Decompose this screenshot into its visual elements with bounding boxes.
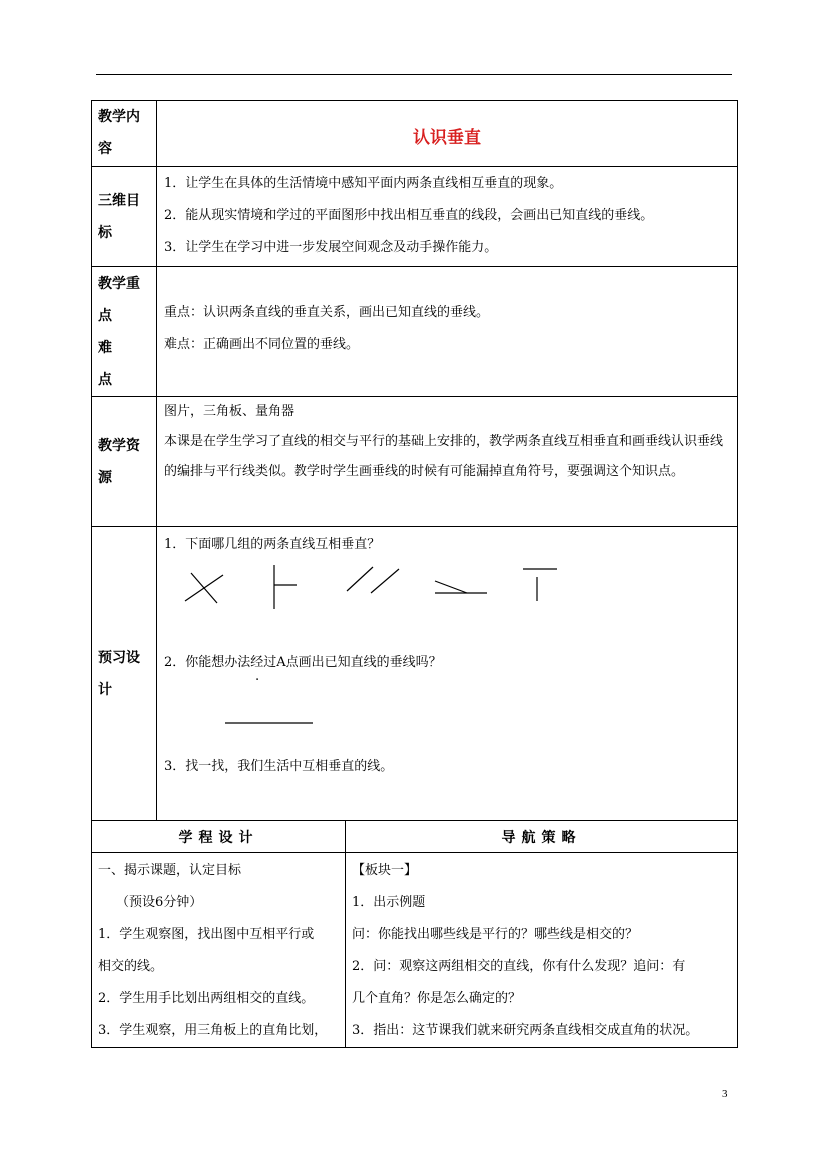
goal-item: 3．让学生在学习中进一步发展空间观念及动手操作能力。 bbox=[164, 240, 498, 255]
left-item: 一、揭示课题，认定目标 bbox=[98, 863, 242, 878]
resources-content bbox=[157, 397, 738, 527]
perpendicular-figures bbox=[157, 561, 737, 647]
right-item: 问：你能找出哪些线是平行的？哪些线是相交的？ bbox=[352, 927, 639, 942]
title-cell bbox=[157, 101, 738, 167]
learning-process-cell bbox=[92, 853, 346, 1048]
label-goals bbox=[92, 167, 157, 267]
preview-q1: 1．下面哪几组的两条直线互相垂直？ bbox=[164, 537, 381, 552]
strategy-cell bbox=[346, 853, 738, 1048]
row-process bbox=[92, 853, 738, 1048]
row-goals bbox=[92, 167, 738, 267]
row-section-headers bbox=[92, 821, 738, 853]
label-line: 教学重 bbox=[98, 276, 140, 292]
header-right bbox=[346, 821, 738, 853]
row-content bbox=[92, 101, 738, 167]
label-preview bbox=[92, 527, 157, 821]
label-content bbox=[92, 101, 157, 167]
point-a: . bbox=[255, 669, 260, 684]
key-item: 重点：认识两条直线的垂直关系，画出已知直线的垂线。 bbox=[164, 305, 490, 320]
column-header-strategy: 导航策略 bbox=[501, 829, 582, 846]
label-line: 计 bbox=[98, 681, 112, 698]
label-line: 教学资 bbox=[98, 437, 140, 454]
label-line: 源 bbox=[98, 469, 112, 486]
preview-q2: 2．你能想办法经过A点画出已知直线的垂线吗？ bbox=[164, 655, 442, 670]
right-item: 3．指出：这节课我们就来研究两条直线相交成直角的状况。 bbox=[352, 1023, 699, 1038]
pair4-line-a bbox=[435, 581, 467, 593]
page-number: 3 bbox=[722, 1088, 728, 1100]
label-resources bbox=[92, 397, 157, 527]
label-line: 三维目 bbox=[98, 192, 140, 209]
pair1-line-b bbox=[191, 573, 217, 603]
preview-q3: 3．找一找，我们生活中互相垂直的线。 bbox=[164, 759, 394, 774]
row-key bbox=[92, 267, 738, 397]
left-item: 1．学生观察图，找出图中互相平行或 bbox=[98, 927, 315, 942]
header-rule bbox=[96, 74, 732, 75]
right-item: 2．问：观察这两组相交的直线，你有什么发现？追问：有 bbox=[352, 959, 686, 974]
label-key bbox=[92, 267, 157, 397]
resource-item: 图片，三角板、量角器 bbox=[164, 404, 295, 419]
row-resources bbox=[92, 397, 738, 527]
resource-item: 本课是在学生学习了直线的相交与平行的基础上安排的，教学两条直线互相垂直和画垂线认识垂线的编排与平行线类似。教学时学生画垂线的时候有可能漏掉直角符号，要强调这个知识点。 bbox=[164, 434, 724, 479]
goal-item: 2．能从现实情境和学过的平面图形中找出相互垂直的线段，会画出已知直线的垂线。 bbox=[164, 208, 654, 223]
goals-content bbox=[157, 167, 738, 267]
pair3-line-a bbox=[347, 567, 373, 591]
point-line-figure bbox=[157, 669, 737, 745]
label-line: 容 bbox=[98, 141, 112, 157]
label-line: 点 bbox=[98, 308, 112, 324]
line-pairs-figure bbox=[157, 561, 557, 647]
label-line: 点 bbox=[98, 372, 112, 388]
header-left bbox=[92, 821, 346, 853]
lesson-plan-table bbox=[91, 100, 738, 1048]
row-preview bbox=[92, 527, 738, 821]
label-line: 预习设 bbox=[98, 649, 140, 666]
key-content bbox=[157, 267, 738, 397]
key-item: 难点：正确画出不同位置的垂线。 bbox=[164, 337, 360, 352]
label-line: 教学内 bbox=[98, 109, 140, 125]
right-item: 1．出示例题 bbox=[352, 895, 426, 910]
left-item: 相交的线。 bbox=[98, 959, 164, 974]
lesson-title: 认识垂直 bbox=[413, 128, 481, 148]
goal-item: 1．让学生在具体的生活情境中感知平面内两条直线相互垂直的现象。 bbox=[164, 176, 563, 191]
right-item: 几个直角？你是怎么确定的？ bbox=[352, 991, 522, 1006]
given-line-figure bbox=[157, 679, 357, 745]
preview-content bbox=[157, 527, 738, 821]
right-item: 【板块一】 bbox=[352, 863, 418, 878]
left-item: （预设6分钟） bbox=[116, 895, 203, 910]
label-line: 标 bbox=[98, 224, 112, 241]
left-item: 2．学生用手比划出两组相交的直线。 bbox=[98, 991, 315, 1006]
pair3-line-b bbox=[371, 569, 399, 593]
label-line: 难 bbox=[98, 340, 112, 356]
left-item: 3．学生观察，用三角板上的直角比划， bbox=[98, 1023, 328, 1038]
column-header-learning: 学程设计 bbox=[178, 829, 259, 846]
